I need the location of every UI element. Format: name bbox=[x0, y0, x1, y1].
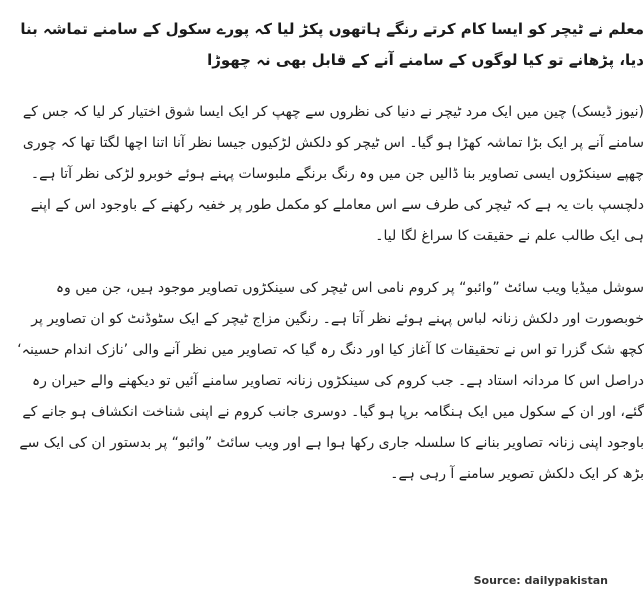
article-body bbox=[14, 14, 644, 511]
article-headline: معلم نے ٹیچر کو ایسا کام کرتے رنگے ہاتھوں پکڑ لیا کہ پورے سکول کے سامنے تماشہ بنا دیا، پڑھانے تو کیا لوگوں کے سامنے آنے کے قابل بھی نہ چھوڑا bbox=[20, 20, 644, 69]
article-paragraph: (نیوز ڈیسک) چین میں ایک مرد ٹیچر نے دنیا کی نظروں سے چھپ کر ایک ایسا شوق اختیار کر لیا کہ جس کے سامنے آنے پر ایک بڑا تماشہ کھڑا ہو گیا۔ اس ٹیچر کو دلکش لڑکیوں جیسا نظر آنا اتنا اچھا لگتا تھا کہ چوری چھپے سینکڑوں ایسی تصاویر بنا ڈالیں جن میں وہ رنگ برنگے ملبوسات پہنے ہوئے خوبرو لڑکی نظر آتا ہے۔ دلچسپ بات یہ ہے کہ ٹیچر کی طرف سے اس معاملے کو مکمل طور پر خفیہ رکھنے کے باوجود اس کے اپنے ہی ایک طالب علم نے حقیقت کا سراغ لگا لیا۔ bbox=[22, 104, 644, 244]
article-paragraph: سوشل میڈیا ویب سائٹ ”وائبو“ پر کروم نامی اس ٹیچر کی سینکڑوں تصاویر موجود ہیں، جن میں وہ خوبصورت اور دلکش زنانہ لباس پہنے ہوئے نظر آتا ہے۔ رنگین مزاج ٹیچر کے ایک سٹوڈنٹ کو ان تصاویر پر کچھ شک گزرا تو اس نے تحقیقات کا آغاز کیا اور دنگ رہ گیا کہ تصاویر میں نظر آنے والی ’نازک اندام حسینہ‘ دراصل اس کا مردانہ استاد ہے۔ جب کروم کی سینکڑوں زنانہ تصاویر سامنے آئیں تو دیکھنے والے حیران رہ گئے، اور ان کے سکول میں ایک ہنگامہ برپا ہو گیا۔ دوسری جانب کروم نے اپنی شناخت انکشاف ہو جانے کے باوجود اپنی زنانہ تصاویر بنانے کا سلسلہ جاری رکھا ہوا ہے اور ویب سائٹ ”وائبو“ پر بدستور ان کی ایک سے بڑھ کر ایک دلکش تصویر سامنے آ رہی ہے۔ bbox=[17, 280, 644, 482]
source-credit: Source: dailypakistan bbox=[473, 574, 608, 587]
